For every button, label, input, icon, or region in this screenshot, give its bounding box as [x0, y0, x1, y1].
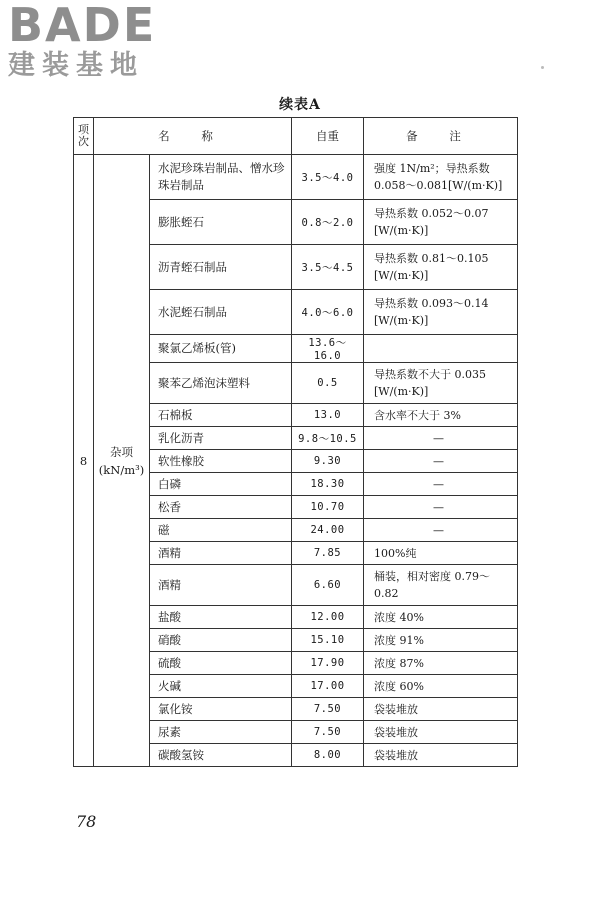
- speck-mark: [541, 66, 544, 69]
- weight-cell: 9.8～10.5: [292, 427, 364, 450]
- material-name-cell: 沥青蛭石制品: [150, 245, 292, 290]
- note-cell: 袋装堆放: [364, 698, 518, 721]
- logo-latin-text: BADE: [8, 0, 157, 52]
- weight-cell: 4.0～6.0: [292, 290, 364, 335]
- material-name-cell: 松香: [150, 496, 292, 519]
- note-cell: —: [364, 450, 518, 473]
- material-name-cell: 尿素: [150, 721, 292, 744]
- weight-cell: 15.10: [292, 629, 364, 652]
- note-cell: 导热系数 0.052～0.07 [W/(m·K)]: [364, 200, 518, 245]
- note-cell: [364, 335, 518, 363]
- material-name-cell: 聚苯乙烯泡沫塑料: [150, 363, 292, 404]
- note-cell: 袋装堆放: [364, 721, 518, 744]
- material-name-cell: 软性橡胶: [150, 450, 292, 473]
- item-number-cell: 8: [74, 155, 94, 767]
- note-cell: 浓度 40%: [364, 606, 518, 629]
- logo: [8, 2, 178, 82]
- weight-cell: 10.70: [292, 496, 364, 519]
- weight-cell: 3.5～4.5: [292, 245, 364, 290]
- weight-cell: 13.0: [292, 404, 364, 427]
- note-cell: 含水率不大于 3%: [364, 404, 518, 427]
- weight-cell: 12.00: [292, 606, 364, 629]
- note-cell: —: [364, 519, 518, 542]
- weight-cell: 0.5: [292, 363, 364, 404]
- weight-cell: 17.00: [292, 675, 364, 698]
- material-name-cell: 石棉板: [150, 404, 292, 427]
- note-cell: 浓度 87%: [364, 652, 518, 675]
- material-name-cell: 酒精: [150, 542, 292, 565]
- weights-table: [73, 117, 518, 767]
- weight-cell: 7.85: [292, 542, 364, 565]
- material-name-cell: 膨胀蛭石: [150, 200, 292, 245]
- weight-cell: 24.00: [292, 519, 364, 542]
- note-cell: 导热系数不大于 0.035 [W/(m·K)]: [364, 363, 518, 404]
- material-name-cell: 白磷: [150, 473, 292, 496]
- note-cell: 100%纯: [364, 542, 518, 565]
- weight-cell: 17.90: [292, 652, 364, 675]
- note-cell: 导热系数 0.093～0.14 [W/(m·K)]: [364, 290, 518, 335]
- note-cell: 袋装堆放: [364, 744, 518, 767]
- category-label: 杂项: [110, 444, 133, 459]
- note-cell: 强度 1N/m²；导热系数 0.058～0.081[W/(m·K)]: [364, 155, 518, 200]
- material-name-cell: 碳酸氢铵: [150, 744, 292, 767]
- weight-cell: 6.60: [292, 565, 364, 606]
- material-name-cell: 磁: [150, 519, 292, 542]
- table-caption: 续表A: [279, 97, 321, 113]
- header-item-no: 项次: [74, 118, 94, 155]
- weight-cell: 7.50: [292, 698, 364, 721]
- category-unit: (kN/m³): [98, 462, 145, 477]
- material-name-cell: 水泥蛭石制品: [150, 290, 292, 335]
- weight-cell: 9.30: [292, 450, 364, 473]
- material-name-cell: 火碱: [150, 675, 292, 698]
- weight-cell: 8.00: [292, 744, 364, 767]
- table-body: [74, 155, 518, 767]
- note-cell: —: [364, 473, 518, 496]
- weight-cell: 3.5～4.0: [292, 155, 364, 200]
- note-cell: 浓度 60%: [364, 675, 518, 698]
- weight-cell: 0.8～2.0: [292, 200, 364, 245]
- note-cell: 桶装，相对密度 0.79～0.82: [364, 565, 518, 606]
- weight-cell: 7.50: [292, 721, 364, 744]
- category-cell: [94, 155, 150, 767]
- note-cell: 浓度 91%: [364, 629, 518, 652]
- header-row: [74, 118, 518, 155]
- weight-cell: 13.6～16.0: [292, 335, 364, 363]
- material-name-cell: 盐酸: [150, 606, 292, 629]
- header-note: 备 注: [364, 118, 518, 155]
- header-weight: 自重: [292, 118, 364, 155]
- weight-cell: 18.30: [292, 473, 364, 496]
- note-cell: 导热系数 0.81～0.105 [W/(m·K)]: [364, 245, 518, 290]
- logo-chinese-text: 建装基地: [8, 50, 144, 81]
- material-name-cell: 硝酸: [150, 629, 292, 652]
- material-name-cell: 乳化沥青: [150, 427, 292, 450]
- material-name-cell: 氯化铵: [150, 698, 292, 721]
- material-name-cell: 硫酸: [150, 652, 292, 675]
- material-name-cell: 水泥珍珠岩制品、憎水珍珠岩制品: [150, 155, 292, 200]
- note-cell: —: [364, 427, 518, 450]
- material-name-cell: 酒精: [150, 565, 292, 606]
- page-number: 78: [76, 812, 97, 831]
- table-row: [74, 155, 518, 200]
- material-name-cell: 聚氯乙烯板(管): [150, 335, 292, 363]
- note-cell: —: [364, 496, 518, 519]
- header-name: 名 称: [94, 118, 292, 155]
